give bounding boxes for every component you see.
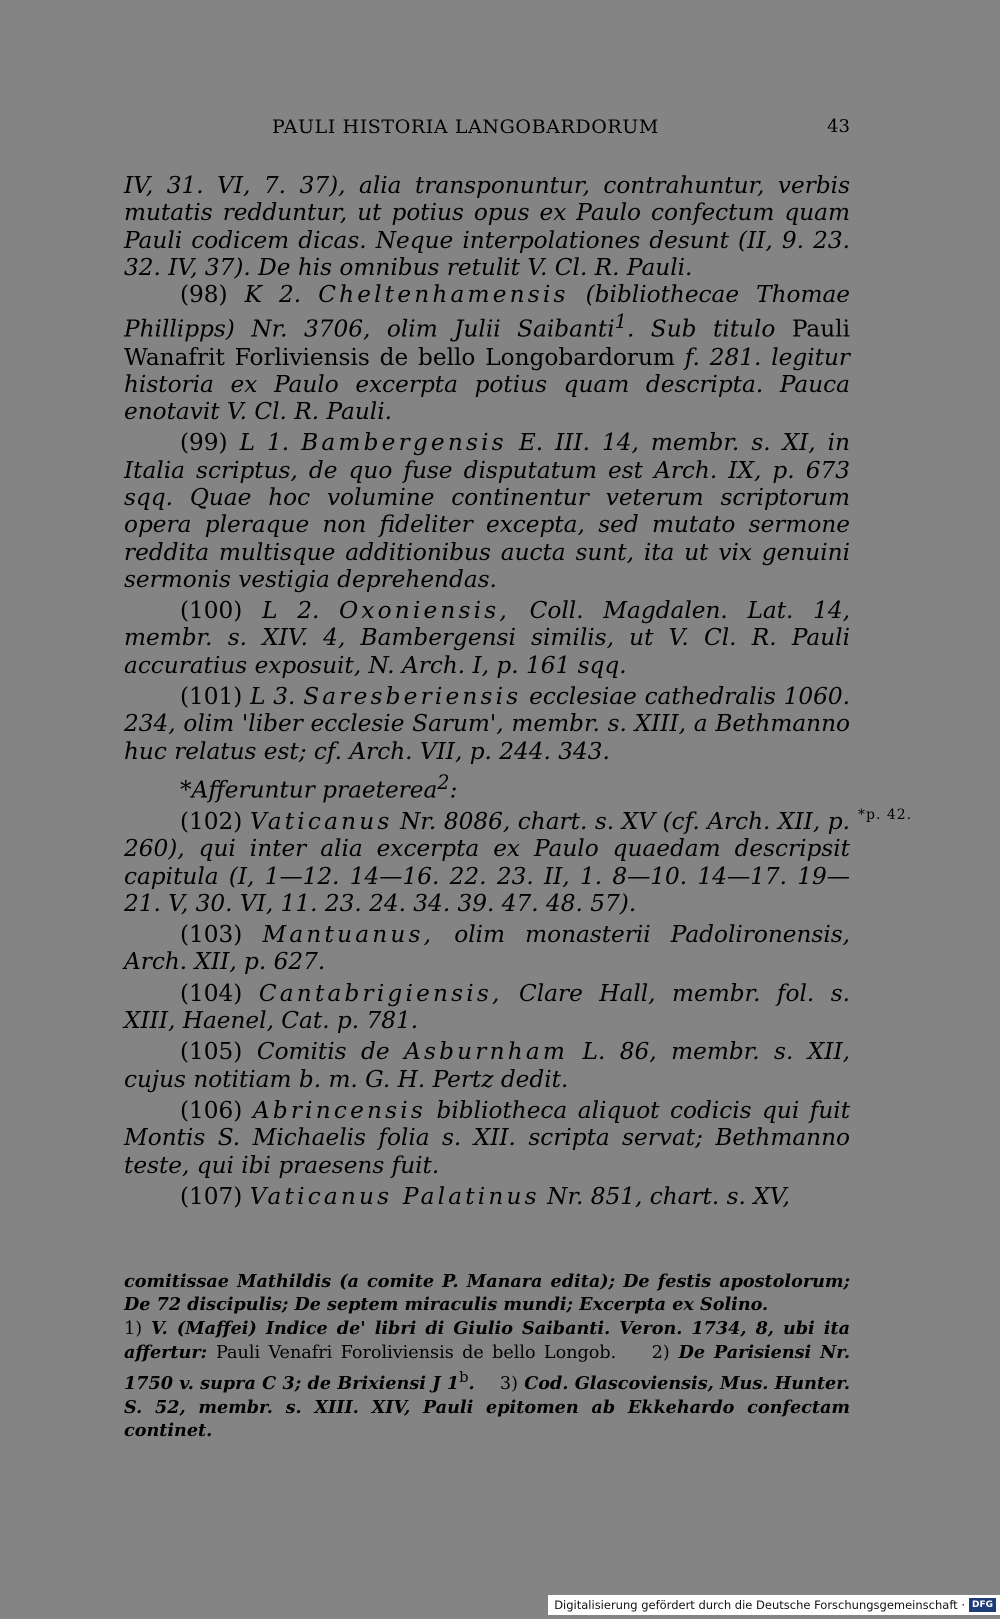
- manuscript-name: Bambergensis: [301, 429, 507, 457]
- running-title: PAULI HISTORIA LANGOBARDORUM: [272, 116, 659, 138]
- footnotes: [124, 1270, 850, 1443]
- footnote-1: 1) V. (Maffei) Indice de' libri di Giulio Saibanti. Veron. 1734, 8, ubi ita affertur: Pauli Venafri Foroliviensis de bello Longob. 2) De Parisiensi Nr. 1750 v. supra C 3; de Brixiensi J 1$^b$. 3) Cod. Glascoviensis, Mus. Hunter. S. 52, membr. s. XIII. XIV, Pauli epitomen ab Ekkehardo confectam continet.: [124, 1317, 850, 1442]
- funding-notice: Digitalisierung gefördert durch die Deutsche Forschungsgemeinschaft ·: [554, 1598, 965, 1612]
- paragraph-continuation: IV, 31. VI, 7. 37), alia transponuntur, contrahuntur, verbis mutatis redduntur, ut potius opus ex Paulo confectum quam Pauli codicem dicas. Neque interpolationes desunt (II, 9. 23. 32. IV, 37). De his omnibus retulit V. Cl. R. Pauli.: [124, 172, 850, 281]
- dfg-logo: DFG: [969, 1598, 996, 1612]
- entry-103: (103) Mantuanus, olim monasterii Padolironensis, Arch. XII, p. 627.: [124, 921, 851, 976]
- margin-page-reference: *p. 42.: [858, 807, 913, 823]
- entry-106: (106) Abrincensis bibliotheca aliquot codicis qui fuit Montis S. Michaelis folia s. XII. scripta servat; Bethmanno teste, qui ibi praesens fuit.: [124, 1096, 851, 1179]
- footnote-ref: 2: [437, 770, 450, 794]
- funding-footer: [548, 1595, 1000, 1615]
- page-number: 43: [827, 116, 850, 137]
- manuscript-name: Asburnham: [404, 1038, 569, 1066]
- footnote-continuation: comitissae Mathildis (a comite P. Manara edita); De festis apostolorum; De 72 discipulis; De septem miraculis mundi; Excerpta ex Solino.: [124, 1271, 850, 1316]
- manuscript-name: Cantabrigiensis,: [258, 979, 503, 1007]
- manuscript-name: Oxoniensis,: [339, 597, 510, 625]
- manuscript-name: Vaticanus Palatinus: [249, 1182, 540, 1210]
- manuscript-name: Mantuanus,: [262, 921, 435, 949]
- entry-100: (100) L 2. Oxoniensis, Coll. Magdalen. Lat. 14, membr. s. XIV. 4, Bambergensi similis, ut V. Cl. R. Pauli accuratius exposuit, N. Arch. I, p. 161 sqq.: [124, 597, 851, 679]
- entry-99: (99) L 1. Bambergensis E. III. 14, membr. s. XI, in Italia scriptus, de quo fuse disputatum est Arch. IX, p. 673 sqq. Quae hoc volumine continentur veterum scriptorum opera pleraque non fideliter excepta, sed mutato sermone reddita multisque additionibus aucta sunt, ita ut vix genuini sermonis vestigia deprehendas.: [124, 429, 850, 593]
- manuscript-name: Saresberiensis: [303, 683, 522, 711]
- entry-102: (102) Vaticanus Nr. 8086, chart. s. XV (cf. Arch. XII, p. 260), qui inter alia excerpta ex Paulo quaedam descripsit capitula (I, 1—12. 14—16. 22. 23. II, 1. 8—10. 14—17. 19—21. V, 30. VI, 11. 23. 24. 34. 39. 47. 48. 57).: [124, 808, 850, 917]
- manuscript-name: Abrincensis: [252, 1096, 426, 1124]
- footnote-2: De Parisiensi Nr. 1750 v. supra C 3; de Brixiensi J 1: [124, 1342, 850, 1394]
- entry-104: (104) Cantabrigiensis, Clare Hall, membr. fol. s. XIII, Haenel, Cat. p. 781.: [124, 979, 850, 1035]
- entry-105: (105) Comitis de Asburnham L. 86, membr. s. XII, cujus notitiam b. m. G. H. Pertz dedit.: [124, 1038, 850, 1093]
- footnote-2-label: 2): [651, 1343, 670, 1364]
- footnote-3: Cod. Glascoviensis, Mus. Hunter. S. 52, membr. s. XIII. XIV, Pauli epitomen ab Ekkehardo confectam continet.: [124, 1372, 850, 1442]
- entry-101: (101) L 3. Saresberiensis ecclesiae cathedralis 1060. 234, olim 'liber ecclesie Sarum', membr. s. XIII, a Bethmanno huc relatus est; cf. Arch. VII, p. 244. 343.: [124, 683, 850, 765]
- manuscript-name: Cheltenhamensis: [318, 281, 569, 309]
- main-text: [124, 172, 850, 1214]
- footnote-3-label: 3): [499, 1373, 518, 1394]
- entry-98: (98) K 2. Cheltenhamensis (bibliothecae Thomae Phillipps) Nr. 3706, olim Julii Saibanti$^1$. Sub titulo Pauli Wanafrit Forliviensis de bello Longobardorum f. 281. legitur historia ex Paulo excerpta potius quam descripta. Pauca enotavit V. Cl. R. Pauli.: [124, 281, 851, 426]
- afferuntur-line: *Afferuntur praeterea$^2$:: [180, 770, 458, 804]
- entry-107: (107) Vaticanus Palatinus Nr. 851, chart. s. XV,: [180, 1182, 790, 1210]
- running-header: [124, 116, 850, 146]
- manuscript-name: Vaticanus: [249, 808, 393, 835]
- footnote-ref: 1: [614, 310, 627, 334]
